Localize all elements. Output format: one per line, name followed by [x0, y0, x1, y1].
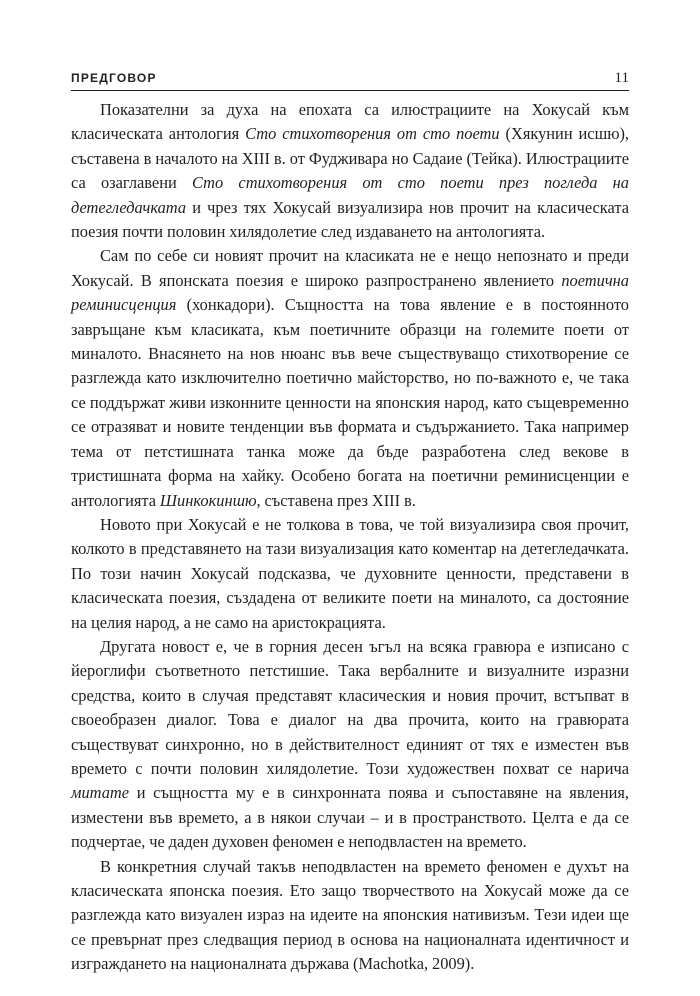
text-run: Новото при Хокусай е не толкова в това, че той визуализира своя прочит, колкото в представянето на тази визуализация като коментар на детегледачката. По този начин Хокусай подсказва, че духовните ценности, представени в класическата поезия, създадена от великите поети на миналото, са достояние на целия народ, а не само на аристокрацията. — [71, 514, 629, 632]
text-run: , съставена през XIII в. — [256, 490, 416, 510]
text-run: Сам по себе си новият прочит на класиката не е нещо непознато и преди Хокусай. В японската поезия е широко разпространено явлението — [71, 246, 629, 290]
text-run: Показателни за духа на епохата са илюстрациите на Хокусай към класическата антология — [71, 100, 629, 144]
section-title: ПРЕДГОВОР — [71, 71, 157, 85]
italic-title: Сто стихотворения от сто поети — [245, 124, 500, 144]
text-run: Другата новост е, че в горния десен ъгъл на всяка гравюра е изписано с йероглифи съответното петстишие. Така вербалните и визуалните изразни средства, които в случая представят класическия и новия прочит, встъпват в своеобразен диалог. Това е диалог на два прочита, които на гравюрата съществуват синхронно, но в действителност единият от тях е изместен във времето с почти половин хилядолетие. Този художествен похват се нарича — [71, 636, 629, 778]
italic-title: поетична реминисценция — [71, 270, 629, 315]
paragraph — [71, 513, 629, 635]
paragraph — [71, 244, 629, 512]
text-run: В конкретния случай такъв неподвластен на времето феномен е духът на класическата японска поезия. Ето защо творчеството на Хокусай може да се разглежда като визуален израз на идеите на японския нативизъм. Тези идеи ще се превърнат през следващия период в основа на националната идентичност и изграждането на националната държава (Machotka, 2009). — [71, 856, 629, 974]
paragraph — [71, 855, 629, 977]
text-run: и чрез тях Хокусай визуализира нов прочит на класическата поезия почти половин хилядолетие след издаването на антологията. — [71, 197, 629, 242]
text-run: и същността му е в синхронната поява и съпоставяне на явления, изместени във времето, а в някои случаи – и в пространството. Целта е да се подчертае, че даден духовен феномен е неподвластен на времето. — [71, 783, 629, 852]
italic-title: митате — [71, 783, 129, 803]
italic-title: Сто стихотворения от сто поети през погледа на детегледачката — [71, 173, 630, 217]
italic-title: Шинкокиншю — [159, 490, 257, 510]
paragraph — [71, 635, 629, 855]
text-run: (хонкадори). Същността на това явление е в постоянното завръщане към класиката, към поетичните образци на големите поети от миналото. Внасянето на нов нюанс във вече съществуващо стихотворение се разглежда като изключително поетично майсторство, но по-важното е, че така се поддържат живи изконните ценности на японския народ, като същевременно се отразяват и новите тенденции във формата и съдържанието. Така например тема от петстишната танка може да бъде разработена след векове в тристишната форма на хайку. Особено богата на поетични реминисценции е антологията — [71, 295, 629, 510]
page-number: 11 — [614, 70, 629, 86]
paragraph — [71, 98, 629, 244]
text-run: (Хякунин исшю), съставена в началото на XIII в. от Фудживара но Садаие (Тейка). Илюстрациите са озаглавени — [71, 124, 630, 193]
header-rule — [71, 90, 629, 91]
body-text — [71, 98, 629, 977]
